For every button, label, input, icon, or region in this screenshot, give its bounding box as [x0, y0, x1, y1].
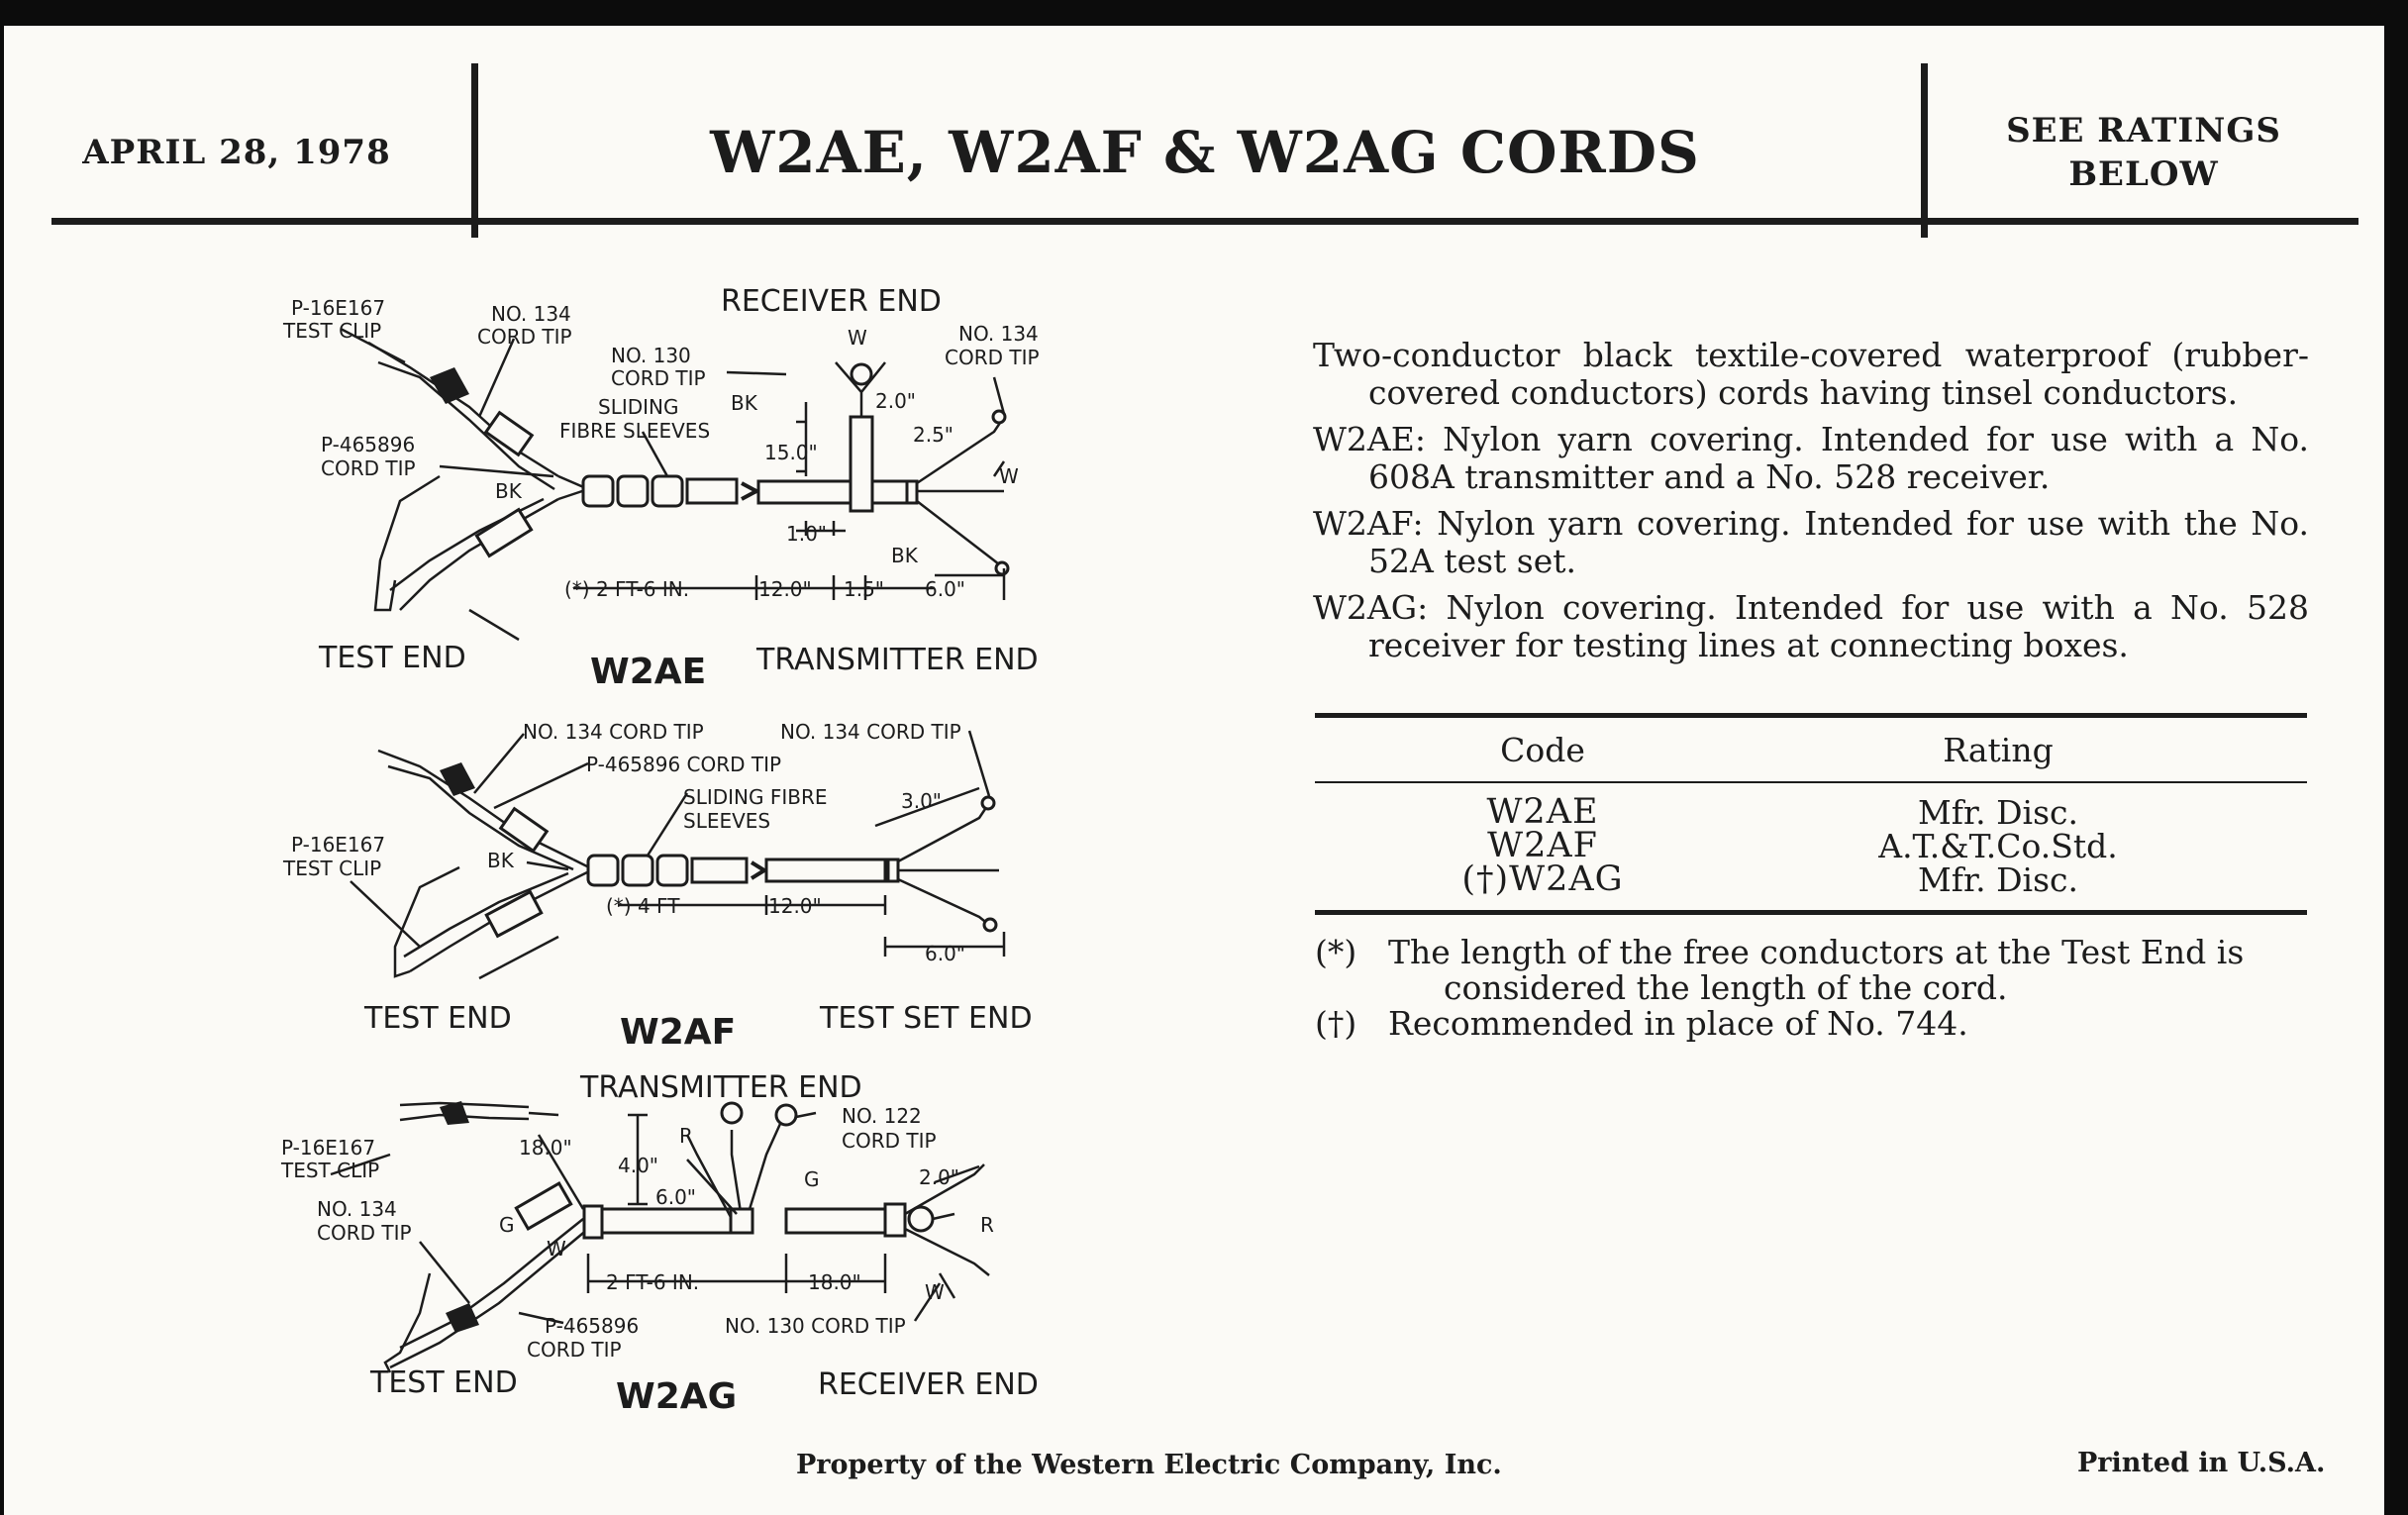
- table-cell-rating: A.T.&T.Co.Std.: [1878, 826, 2118, 865]
- w2ae-dim-2in: 2.0": [875, 389, 917, 413]
- page-title: W2AE, W2AF & W2AG CORDS: [710, 119, 1700, 186]
- w2af-bk-label: BK: [487, 849, 514, 872]
- w2af-tip134-label-left: NO. 134 CORD TIP: [523, 720, 704, 744]
- w2af-test-end-label: TEST END: [364, 1001, 512, 1036]
- w2ae-sleeves-label-2: FIBRE SLEEVES: [559, 419, 711, 443]
- header-date: APRIL 28, 1978: [82, 133, 391, 172]
- w2ag-g-label-top: G: [804, 1167, 820, 1191]
- test-clip-lower-icon: [375, 476, 558, 610]
- w2ae-test-end-label: TEST END: [319, 641, 466, 675]
- footer-property: Property of the Western Electric Company, Inc.: [796, 1450, 1502, 1480]
- description-intro: Two-conductor black textile-covered waterproof (rubber-covered conductors) cords having tinsel conductors.: [1313, 336, 2309, 412]
- description-item-w2ae: [1313, 421, 2309, 496]
- description-text: Nylon yarn covering. Intended for use with the No. 52A test set.: [1368, 504, 2309, 580]
- table-row: [1315, 859, 2307, 899]
- w2ag-clip-label-2: TEST CLIP: [281, 1159, 380, 1182]
- specification-sheet: [4, 26, 2408, 1515]
- scan-edge: [2384, 0, 2408, 1515]
- w2ae-bk-label-right: BK: [891, 544, 918, 567]
- header-ratings-note: [1941, 63, 2347, 242]
- w2af-fibre-sleeves-icon: [588, 856, 747, 885]
- w2af-clip-label-1: P-16E167: [291, 833, 386, 857]
- w2af-dim-3in: 3.0": [901, 789, 943, 813]
- w2ae-sleeves-label-1: SLIDING: [598, 395, 679, 419]
- ratings-table: [1315, 713, 2307, 915]
- description-text: Nylon yarn covering. Intended for use with a No. 608A transmitter and a No. 528 receiver.: [1368, 420, 2309, 496]
- diagram-w2af: [282, 720, 1033, 1053]
- w2af-p465-label: P-465896 CORD TIP: [586, 753, 782, 776]
- fibre-sleeves-icon: [583, 476, 737, 506]
- w2ae-tip134-label-1: NO. 134: [491, 302, 571, 326]
- footnote-mark: (†): [1315, 1004, 1357, 1043]
- w2ag-name: W2AG: [616, 1376, 738, 1417]
- w2ag-p465-label-1: P-465896: [545, 1314, 640, 1338]
- w2ae-bk-label-left: BK: [495, 479, 522, 503]
- w2ag-g-label-left: G: [499, 1213, 515, 1237]
- w2ae-clip-label-2: TEST CLIP: [283, 319, 382, 343]
- table-cell-rating: Mfr. Disc.: [1917, 859, 2079, 899]
- w2ae-p465-label-2: CORD TIP: [321, 456, 416, 480]
- w2ag-tip122-label-1: NO. 122: [842, 1104, 922, 1128]
- w2ae-tip130-label-1: NO. 130: [611, 344, 691, 367]
- w2ae-bk-label-top: BK: [731, 391, 757, 415]
- table-row: [1315, 826, 2307, 865]
- w2ag-dim-18in-bottom: 18.0": [808, 1270, 861, 1294]
- w2ae-transmitter-end-label: TRANSMITTER END: [756, 643, 1039, 677]
- w2ag-test-end-label: TEST END: [370, 1365, 518, 1400]
- description-code: W2AG:: [1313, 588, 1429, 627]
- table-cell-code: W2AE: [1486, 792, 1599, 832]
- table-row: [1315, 792, 2307, 832]
- w2ae-clip-label-1: P-16E167: [291, 296, 386, 320]
- w2ae-tip134r-label-1: NO. 134: [958, 322, 1039, 346]
- w2ae-dim-12in: 12.0": [758, 577, 812, 601]
- w2af-dim-length: (*) 4 FT: [606, 894, 680, 918]
- w2af-test-set-end-label: TEST SET END: [820, 1001, 1033, 1036]
- footnote-text: The length of the free conductors at the Test End is considered the length of the cord.: [1388, 933, 2245, 1007]
- diagram-w2ag: [280, 1070, 1039, 1417]
- w2ae-dim-1-5in: 1.5": [844, 577, 885, 601]
- description-item-w2af: [1313, 505, 2309, 580]
- w2af-sleeves-label-1: SLIDING FIBRE: [683, 785, 828, 809]
- footnote-asterisk: [1315, 935, 2307, 1006]
- table-header-rating: Rating: [1943, 730, 2054, 769]
- w2ag-r-label-right: R: [980, 1213, 994, 1237]
- w2ag-w-label-right: W: [925, 1280, 945, 1304]
- header-ratings-line1: SEE RATINGS: [2006, 111, 2281, 151]
- w2ae-dim-length: (*) 2 FT-6 IN.: [564, 577, 690, 601]
- w2ag-r-label-top: R: [679, 1124, 693, 1148]
- description-text: Nylon covering. Intended for use with a No. 528 receiver for testing lines at connecting boxes.: [1368, 588, 2309, 664]
- w2ag-p465-label-2: CORD TIP: [527, 1338, 622, 1362]
- w2af-test-clip-upper-icon: [378, 751, 573, 869]
- w2ae-w-label-right: W: [999, 464, 1019, 488]
- w2ag-transmitter-end-label: TRANSMITTER END: [580, 1070, 862, 1105]
- w2ae-name: W2AE: [590, 652, 707, 692]
- footnote-text: Recommended in place of No. 744.: [1388, 1004, 1968, 1043]
- w2af-clip-label-2: TEST CLIP: [283, 857, 382, 880]
- w2ag-dim-length: 2 FT-6 IN.: [606, 1270, 700, 1294]
- w2af-tip134-label-right: NO. 134 CORD TIP: [780, 720, 961, 744]
- w2ae-dim-15in: 15.0": [764, 441, 818, 464]
- description-code: W2AE:: [1313, 420, 1426, 458]
- table-header-row: [1315, 718, 2307, 781]
- w2ae-p465-label-1: P-465896: [321, 433, 416, 456]
- w2ae-dim-2-5in: 2.5": [913, 423, 954, 447]
- footer-printed: Printed in U.S.A.: [2077, 1448, 2326, 1478]
- table-header-code: Code: [1500, 730, 1585, 769]
- footnotes: [1315, 935, 2307, 1042]
- w2af-dim-6in: 6.0": [925, 942, 966, 965]
- table-cell-rating: Mfr. Disc.: [1917, 792, 2079, 832]
- description-code: W2AF:: [1313, 504, 1424, 543]
- table-cell-code: W2AF: [1487, 826, 1598, 865]
- w2ae-tip130-label-2: CORD TIP: [611, 366, 706, 390]
- w2ag-dim-2in: 2.0": [919, 1165, 960, 1189]
- w2ae-tip134-label-2: CORD TIP: [477, 325, 572, 349]
- cord-diagrams: [4, 26, 1291, 1432]
- footnote-dagger: [1315, 1006, 2307, 1042]
- w2ag-tip122-label-2: CORD TIP: [842, 1129, 937, 1153]
- w2ae-dim-6in: 6.0": [925, 577, 966, 601]
- w2af-dim-12in: 12.0": [768, 894, 822, 918]
- w2ag-receiver-end-label: RECEIVER END: [818, 1367, 1039, 1402]
- description-item-w2ag: [1313, 589, 2309, 664]
- w2ag-tip134-label-2: CORD TIP: [317, 1221, 412, 1245]
- w2ag-dim-4in: 4.0": [618, 1154, 659, 1177]
- w2ae-dim-1in: 1.0": [786, 522, 828, 546]
- w2af-name: W2AF: [620, 1012, 737, 1053]
- w2ag-clip-label-1: P-16E167: [281, 1136, 376, 1160]
- w2af-sleeves-label-2: SLEEVES: [683, 809, 771, 833]
- w2ag-dim-6in: 6.0": [655, 1185, 697, 1209]
- w2ag-tip130-label: NO. 130 CORD TIP: [725, 1314, 906, 1338]
- header-ratings-line2: BELOW: [2068, 154, 2219, 194]
- test-set-end-conductors-icon: [898, 797, 999, 931]
- header-divider-right: [1921, 63, 1928, 238]
- table-body: [1315, 783, 2307, 910]
- w2af-test-clip-lower-icon: [395, 867, 573, 976]
- w2ag-dim-18in-top: 18.0": [519, 1136, 572, 1160]
- diagram-w2ae: [282, 284, 1040, 692]
- table-cell-code: (†)W2AG: [1461, 859, 1624, 899]
- cord-description: [1313, 337, 2309, 673]
- footnote-mark: (*): [1315, 933, 1357, 971]
- w2ae-w-label-top: W: [848, 326, 867, 350]
- table-rule-bottom: [1315, 910, 2307, 915]
- w2ae-tip134r-label-2: CORD TIP: [945, 346, 1040, 369]
- w2ae-receiver-end-label: RECEIVER END: [721, 284, 942, 319]
- w2ag-test-clip-upper-icon: [400, 1101, 558, 1125]
- w2ag-w-label-left: W: [547, 1237, 566, 1261]
- w2ag-tip134-label-1: NO. 134: [317, 1197, 397, 1221]
- transmitter-branch-icon: [687, 1103, 796, 1219]
